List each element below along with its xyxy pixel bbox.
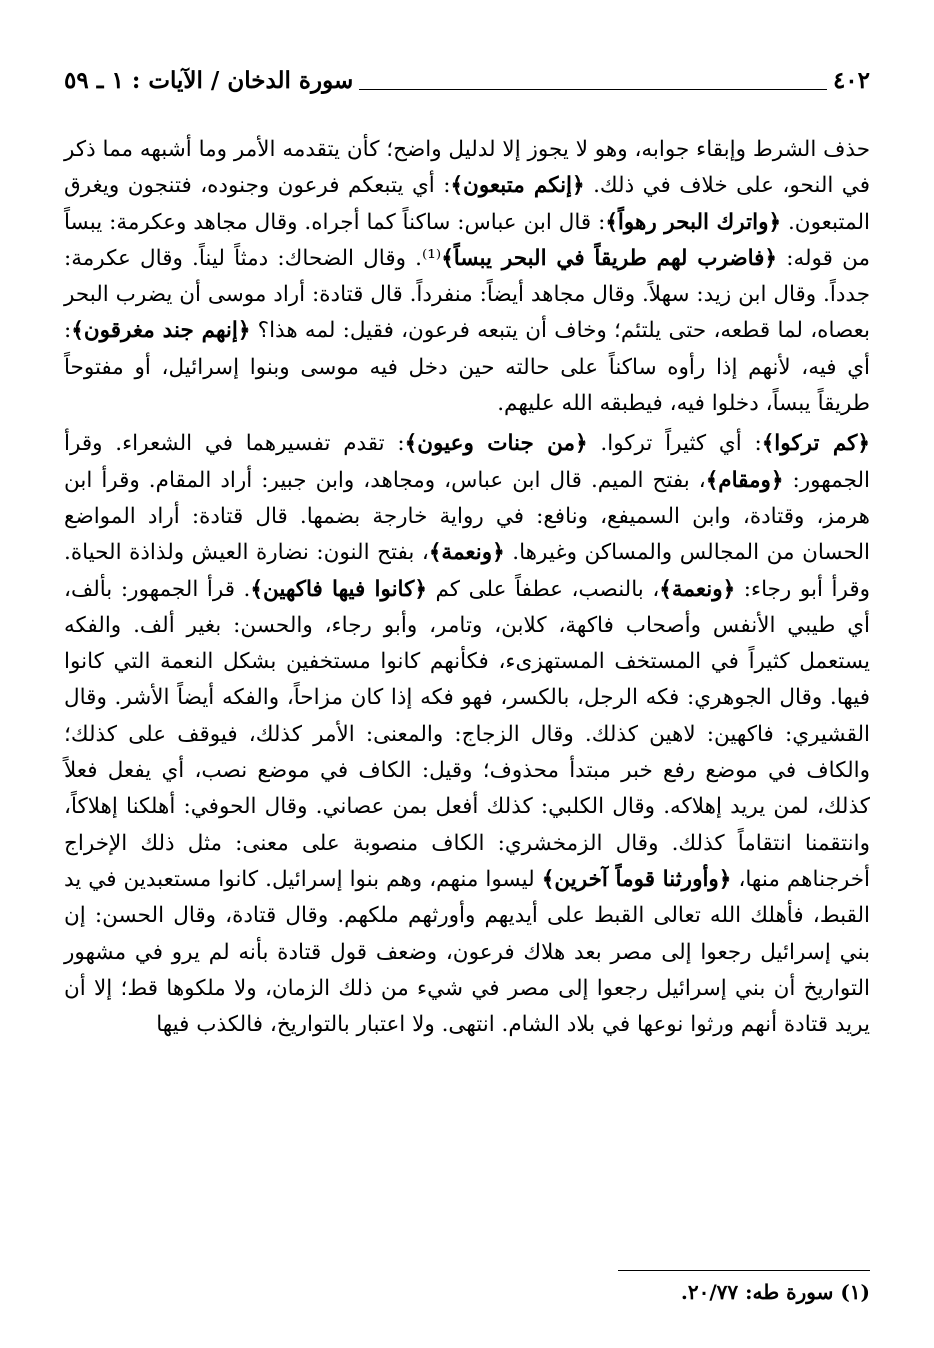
header-rule bbox=[359, 89, 827, 90]
book-page bbox=[64, 60, 871, 1304]
quranic-quote: ﴿فاضرب لهم طريقاً في البحر يبساً﴾ bbox=[441, 245, 778, 271]
quranic-quote: ﴿من جنات وعيون﴾ bbox=[404, 431, 588, 457]
quranic-quote: ﴿واترك البحر رهواً﴾ bbox=[605, 209, 782, 235]
text-run: ليسوا منهم، وهم بنوا إسرائيل. كانوا مستعبدين في يد القبط، فأهلك الله تعالى القبط على أيديهم وأورثهم ملكهم. وقال قتادة، وقال الحسن: إن بني إسرائيل رجعوا إلى مصر بعد هلاك فرعون، وضعف قول قتادة بأنه لم يرو في مشهور التواريخ أن بني إسرائيل رجعوا إلى مصر في شيء من ذلك الزمان، ولا ملكوها قط؛ إلا أن يريد قتادة أنهم ورثوا نوعها في بلاد الشام. انتهى. ولا اعتبار بالتواريخ، فالكذب فيها bbox=[64, 866, 870, 1038]
text-run: : قال ابن عباس: ساكناً كما أجراه. وقال مجاهد وعكرمة: يبساً من قوله: bbox=[64, 209, 870, 271]
footnote bbox=[64, 1278, 870, 1306]
paragraph bbox=[64, 132, 870, 422]
text-run: : أي فيه، لأنهم إذا رأوه ساكناً على حالته حين دخل فيه موسى وبنوا إسرائيل، أو مفتوحاً طريقاً يبساً، دخلوا فيه، فيطبقه الله عليهم. bbox=[64, 318, 870, 417]
quranic-quote: ﴿ونعمة﴾ bbox=[428, 540, 505, 566]
footnote-text: سورة طه: ٢٠/٧٧. bbox=[680, 1280, 834, 1304]
text-run: : أي يتبعكم فرعون وجنوده، فتنجون ويغرق المتبعون. bbox=[64, 173, 870, 235]
quranic-quote: ﴿وأورثنا قوماً آخرين﴾ bbox=[541, 866, 732, 892]
text-run: ، بفتح الميم. قال ابن عباس، ومجاهد، وابن جبير: أراد المقام. وقرأ ابن هرمز، وقتادة، وابن السميفع، ونافع: في رواية خارجة بضمها. قال قتادة: أراد المواضع الحسان من المجالس والمساكن وغيرها. bbox=[64, 467, 870, 566]
quranic-quote: ﴿كانوا فيها فاكهين﴾ bbox=[250, 576, 427, 602]
text-run: حذف الشرط وإبقاء جوابه، وهو لا يجوز إلا لدليل واضح؛ كأن يتقدمه الأمر وما أشبهه مما ذكر في النحو، على خلاف في ذلك. bbox=[64, 137, 870, 199]
text-run: : تقدم تفسيرهما في الشعراء. وقرأ الجمهور: bbox=[64, 431, 870, 493]
quranic-quote: ﴿إنهم جند مغرقون﴾ bbox=[71, 318, 251, 344]
running-title: سورة الدخان / الآيات : ١ ـ ٥٩ bbox=[64, 66, 354, 94]
paragraph bbox=[64, 426, 870, 1043]
footnote-separator bbox=[618, 1270, 870, 1271]
page-number: ٤٠٢ bbox=[832, 66, 870, 94]
quranic-quote: ﴿إنكم متبعون﴾ bbox=[450, 173, 585, 199]
text-run: ، بالنصب، عطفاً على كم bbox=[426, 576, 660, 602]
quranic-quote: ﴿ومقام﴾ bbox=[705, 467, 784, 493]
footnote-marker: (١) bbox=[840, 1280, 870, 1304]
quranic-quote: ﴿كم تركوا﴾ bbox=[761, 431, 870, 457]
text-run: ، بفتح النون: نضارة العيش ولذاذة الحياة. وقرأ أبو رجاء: bbox=[64, 540, 871, 602]
text-run: . قرأ الجمهور: بألف، أي طيبي الأنفس وأصحاب فاكهة، كلابن، وتامر، وأبو رجاء، والحسن: بغير ألف. والفكه يستعمل كثيراً في المستخف المستهزىء، فكأنهم كانوا مستخفين بشكل النعمة التي كانوا فيها. وقال الجوهري: فكه الرجل، بالكسر، فهو فكه إذا كان مزاحاً، والفكه أيضاً الأشر. وقال القشيري: فاكهين: لاهين كذلك. وقال الزجاج: والمعنى: الأمر كذلك، فيوقف على كذلك؛ والكاف في موضع رفع خبر مبتدأ محذوف؛ وقيل: الكاف في موضع نصب، أي يفعل فعلاً كذلك، لمن يريد إهلاكه. وقال الكلبي: كذلك أفعل بمن عصاني. وقال الحوفي: أهلكنا إهلاكاً، وانتقمنا انتقاماً كذلك. وقال الزمخشري: الكاف منصوبة على معنى: مثل ذلك الإخراج أخرجناهم منها، bbox=[64, 576, 870, 892]
quranic-quote: ﴿ونعمة﴾ bbox=[659, 576, 736, 602]
running-header bbox=[64, 60, 870, 100]
text-run: ⁽¹⁾. وقال الضحاك: دمثاً ليناً. وقال عكرمة: جدداً. وقال ابن زيد: سهلاً. وقال مجاهد أيضاً: منفرداً. قال قتادة: أراد موسى أن يضرب البحر بعصاه، لما قطعه، حتى يلتئم؛ وخاف أن يتبعه فرعون، فقيل: لمه هذا؟ bbox=[64, 245, 870, 344]
text-run: : أي كثيراً تركوا. bbox=[587, 431, 762, 457]
main-text bbox=[64, 132, 870, 1043]
